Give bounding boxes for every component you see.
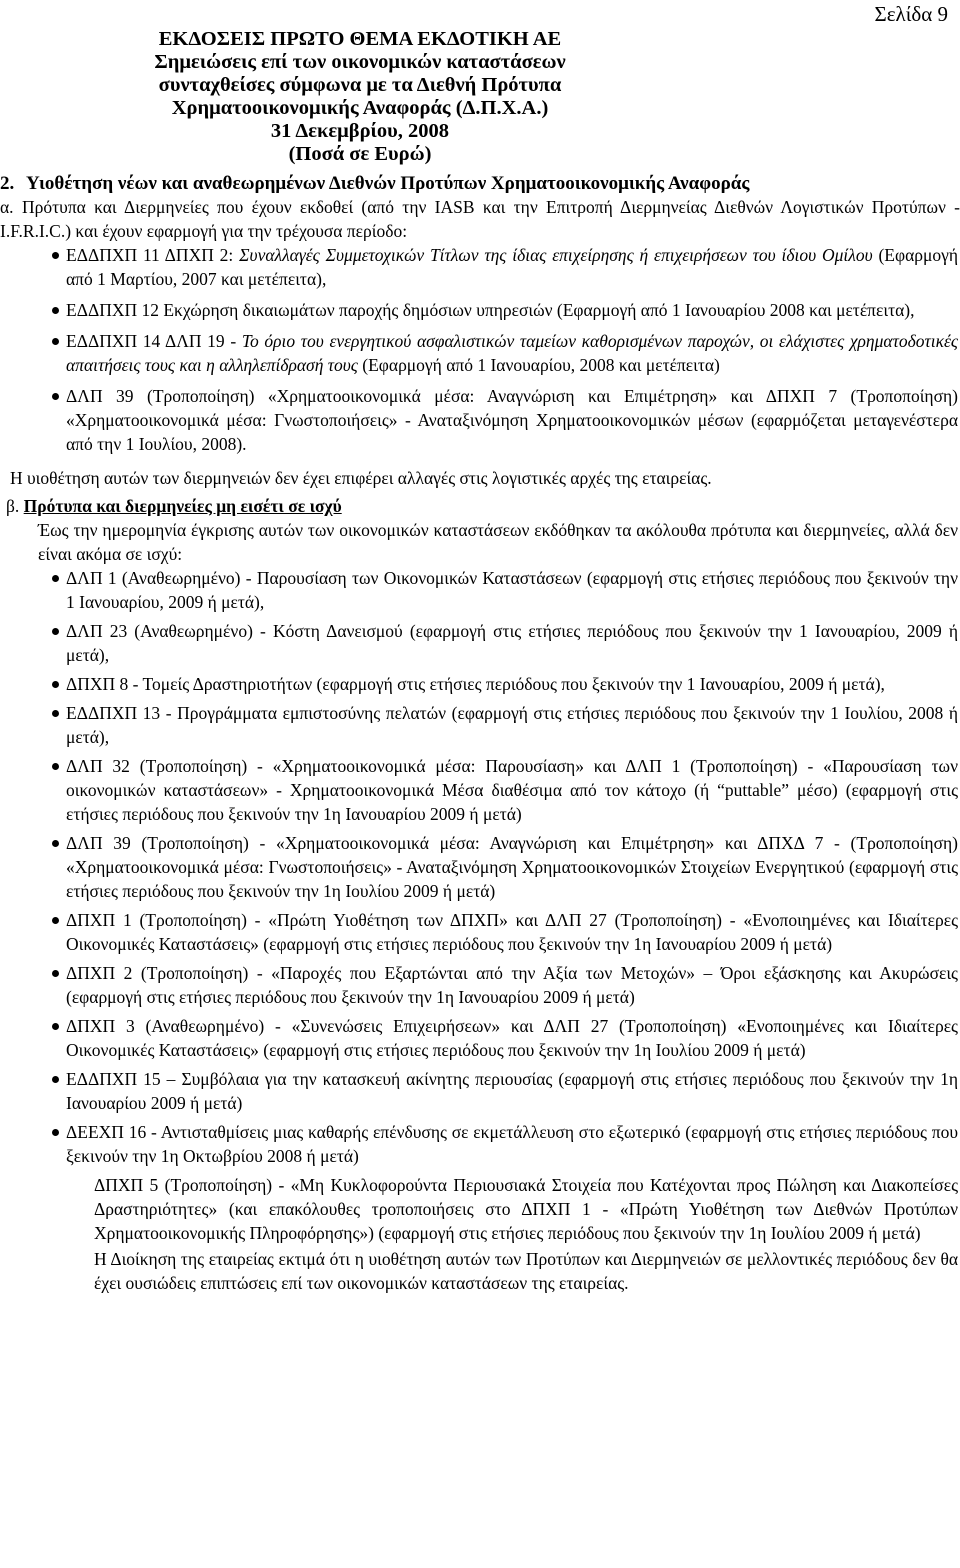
header-currency: (Ποσά σε Ευρώ)	[288, 143, 432, 165]
item-lead: ΕΔΔΠΧΠ 12 Εκχώρηση δικαιωμάτων παροχής δημόσιων υπηρεσιών (Εφαρμογή από 1 Ιανουαρίου 2008 και μετέπειτα),	[66, 300, 915, 320]
header-line-3: συνταχθείσες σύμφωνα με τα Διεθνή Πρότυπα	[158, 74, 562, 96]
bullet-icon	[52, 763, 59, 770]
list-item	[0, 1067, 960, 1115]
bullet-icon	[52, 252, 59, 259]
bullet-icon	[52, 1076, 59, 1083]
item-rest: (Εφαρμογή από 1 Μαρτίου, 2007 και μετέπειτα),	[66, 245, 959, 289]
item-italic: Το όριο του ενεργητικού ασφαλιστικών ταμείων καθορισμένων παροχών, οι ελάχιστες χρηματοδοτικές απαιτήσεις τους και η αλληλεπίδρασή τους	[66, 331, 958, 375]
item-lead: ΔΛΠ 39 (Τροποποίηση) «Χρηματοοικονομικά μέσα: Αναγνώριση και Επιμέτρηση» και ΔΠΧΠ 7 (Τροποποίηση) «Χρηματοοικονομικά μέσα: Γνωστοποιήσεις» - Αναταξινόμηση Χρηματοοικονομικών μέσων (εφαρμόζεται μεταγενέστερα από την 1 Ιουλίου, 2008).	[66, 386, 958, 454]
list-item	[0, 384, 960, 456]
list-item	[0, 1014, 960, 1062]
list-item	[0, 298, 960, 322]
subsection-b-title: Πρότυπα και διερμηνείες μη εισέτι σε ισχύ	[23, 496, 342, 516]
header-line-2: Σημειώσεις επί των οικονομικών καταστάσεων	[154, 51, 566, 73]
bullet-icon	[52, 681, 59, 688]
bullet-icon	[52, 1129, 59, 1136]
item-text: ΔΠΧΠ 1 (Τροποποίηση) - «Πρώτη Υιοθέτηση των ΔΠΧΠ» και ΔΛΠ 27 (Τροποποίηση) - «Ενοποιημένες και Ιδιαίτερες Οικονομικές Καταστάσεις» (εφαρμογή στις ετήσιες περιόδους που ξεκινούν την 1η Ιανουαρίου 2009 ή μετά)	[66, 910, 958, 954]
list-item	[0, 1120, 960, 1168]
list-item	[0, 961, 960, 1009]
subsection-a-letter: α.	[0, 197, 14, 217]
item-lead: ΕΔΔΠΧΠ 14 ΔΛΠ 19 -	[66, 331, 242, 351]
item-lead: ΕΔΔΠΧΠ 11 ΔΠΧΠ 2:	[66, 245, 240, 265]
item-text: ΔΛΠ 23 (Αναθεωρημένο) - Κόστη Δανεισμού (εφαρμογή στις ετήσιες περιόδους που ξεκινούν την 1 Ιανουαρίου, 2009 ή μετά),	[66, 621, 958, 665]
bullet-icon	[52, 917, 59, 924]
page-number: Σελίδα 9	[874, 2, 948, 26]
bullet-icon	[52, 575, 59, 582]
list-item	[0, 243, 960, 291]
item-text: ΔΛΠ 1 (Αναθεωρημένο) - Παρουσίαση των Οικονομικών Καταστάσεων (εφαρμογή στις ετήσιες περιόδους που ξεκινούν την 1 Ιανουαρίου, 2009 ή μετά),	[66, 568, 958, 612]
list-item	[0, 619, 960, 667]
list-item	[0, 831, 960, 903]
header-date: 31 Δεκεμβρίου, 2008	[270, 120, 450, 142]
section-number: 2.	[0, 173, 15, 194]
management-assessment: Η Διοίκηση της εταιρείας εκτιμά ότι η υιοθέτηση αυτών των Προτύπων και Διερμηνειών σε μελλοντικές περιόδους δεν θα έχει ουσιώδεις επιπτώσεις επί των οικονομικών καταστάσεων της εταιρείας.	[94, 1249, 958, 1293]
list-item	[0, 672, 960, 696]
bullet-icon	[52, 1023, 59, 1030]
subsection-b-letter: β.	[6, 496, 20, 516]
bullet-icon	[52, 970, 59, 977]
bullet-icon	[52, 710, 59, 717]
subsection-a-intro	[0, 195, 960, 243]
list-item	[0, 566, 960, 614]
section-title-text: Υιοθέτηση νέων και αναθεωρημένων Διεθνών Προτύπων Χρηματοοικονομικής Αναφοράς	[26, 173, 750, 194]
subsection-b-heading	[0, 494, 960, 518]
bullet-icon	[52, 628, 59, 635]
item-text: ΔΕΕΧΠ 16 - Αντισταθμίσεις μιας καθαρής επένδυσης σε εκμετάλλευση στο εξωτερικό (εφαρμογή στις ετήσιες περιόδους που ξεκινούν την 1η Οκτωβρίου 2008 ή μετά)	[66, 1122, 958, 1166]
item-text: ΔΠΧΠ 8 - Τομείς Δραστηριοτήτων (εφαρμογή στις ετήσιες περιόδους που ξεκινούν την 1 Ιανουαρίου, 2009 ή μετά),	[66, 674, 885, 694]
subsection-a-list	[0, 243, 960, 456]
list-item	[0, 701, 960, 749]
header-line-4: Χρηματοοικονομικής Αναφοράς (Δ.Π.Χ.Α.)	[171, 97, 549, 119]
item-italic: Συναλλαγές Συμμετοχικών Τίτλων της ίδιας επιχείρησης ή επιχειρήσεων του ίδιου Ομίλου	[239, 245, 873, 265]
subsection-a-text: Πρότυπα και Διερμηνείες που έχουν εκδοθεί (από την IASB και την Επιτροπή Διερμηνείας Διεθνών Λογιστικών Προτύπων - I.F.R.I.C.) και έχουν εφαρμογή για την τρέχουσα περίοδο:	[0, 197, 960, 241]
document-header	[0, 0, 720, 166]
item-text: ΔΛΠ 39 (Τροποποίηση) - «Χρηματοοικονομικά μέσα: Αναγνώριση και Επιμέτρηση» και ΔΠΧΔ 7 - (Τροποποίηση) «Χρηματοοικονομικά μέσα: Γνωστοποιήσεις» - Αναταξινόμηση Χρηματοοικονομικών Στοιχείων Ενεργητικού (εφαρμογή στις ετήσιες περιόδους που ξεκινούν την 1η Ιουλίου 2009 ή μετά)	[66, 833, 958, 901]
bullet-icon	[52, 338, 59, 345]
list-item	[0, 754, 960, 826]
item-text: ΕΔΔΠΧΠ 15 – Συμβόλαια για την κατασκευή ακίνητης περιουσίας (εφαρμογή στις ετήσιες περιόδους που ξεκινούν την 1η Ιανουαρίου 2009 ή μετά)	[66, 1069, 958, 1113]
item-text: ΕΔΔΠΧΠ 13 - Προγράμματα εμπιστοσύνης πελατών (εφαρμογή στις ετήσιες περιόδους που ξεκινούν την 1 Ιουλίου, 2008 ή μετά),	[66, 703, 958, 747]
list-item	[0, 908, 960, 956]
list-item	[0, 329, 960, 377]
bullet-icon	[52, 307, 59, 314]
company-name: ΕΚΔΟΣΕΙΣ ΠΡΩΤΟ ΘΕΜΑ ΕΚΔΟΤΙΚΗ ΑΕ	[158, 28, 562, 50]
item-text: ΔΛΠ 32 (Τροποποίηση) - «Χρηματοοικονομικά μέσα: Παρουσίαση» και ΔΛΠ 1 (Τροποποίηση) - «Παρουσίαση των οικονομικών καταστάσεων» - Χρηματοοικονομικά Μέσα διαθέσιμα από τον κάτοχο (ή “puttable” μέσο) (εφαρμογή στις ετήσιες περιόδους που ξεκινούν την 1η Ιανουαρίου 2009 ή μετά)	[66, 756, 958, 824]
section-title	[0, 172, 960, 195]
subsection-b-list	[0, 566, 960, 1168]
bullet-icon	[52, 840, 59, 847]
subsection-b-intro: Έως την ημερομηνία έγκρισης αυτών των οικονομικών καταστάσεων εκδόθηκαν τα ακόλουθα πρότυπα και διερμηνείες, αλλά δεν είναι ακόμα σε ισχύ:	[38, 520, 958, 564]
subsection-a-conclusion: Η υιοθέτηση αυτών των διερμηνειών δεν έχει επιφέρει αλλαγές στις λογιστικές αρχές της εταιρείας.	[10, 468, 712, 488]
subsection-b-extra-item: ΔΠΧΠ 5 (Τροποποίηση) - «Μη Κυκλοφορούντα Περιουσιακά Στοιχεία που Κατέχονται προς Πώληση και Διακοπείσες Δραστηριότητες» (και επακόλουθες τροποποιήσεις στο ΔΠΧΠ 1 - «Πρώτη Υιοθέτηση των Διεθνών Προτύπων Χρηματοοικονομικής Πληροφόρησης») (εφαρμογή στις ετήσιες περιόδους που ξεκινούν την 1η Ιουλίου 2009 ή μετά)	[94, 1175, 958, 1243]
item-rest: (Εφαρμογή από 1 Ιανουαρίου, 2008 και μετέπειτα)	[357, 355, 720, 375]
item-text: ΔΠΧΠ 3 (Αναθεωρημένο) - «Συνενώσεις Επιχειρήσεων» και ΔΛΠ 27 (Τροποποίηση) «Ενοποιημένες και Ιδιαίτερες Οικονομικές Καταστάσεις» (εφαρμογή στις ετήσιες περιόδους που ξεκινούν την 1η Ιουλίου 2009 ή μετά)	[66, 1016, 958, 1060]
item-text: ΔΠΧΠ 2 (Τροποποίηση) - «Παροχές που Εξαρτώνται από την Αξία των Μετοχών» – Όροι εξάσκησης και Ακυρώσεις (εφαρμογή στις ετήσιες περιόδους που ξεκινούν την 1η Ιανουαρίου 2009 ή μετά)	[66, 963, 958, 1007]
bullet-icon	[52, 393, 59, 400]
